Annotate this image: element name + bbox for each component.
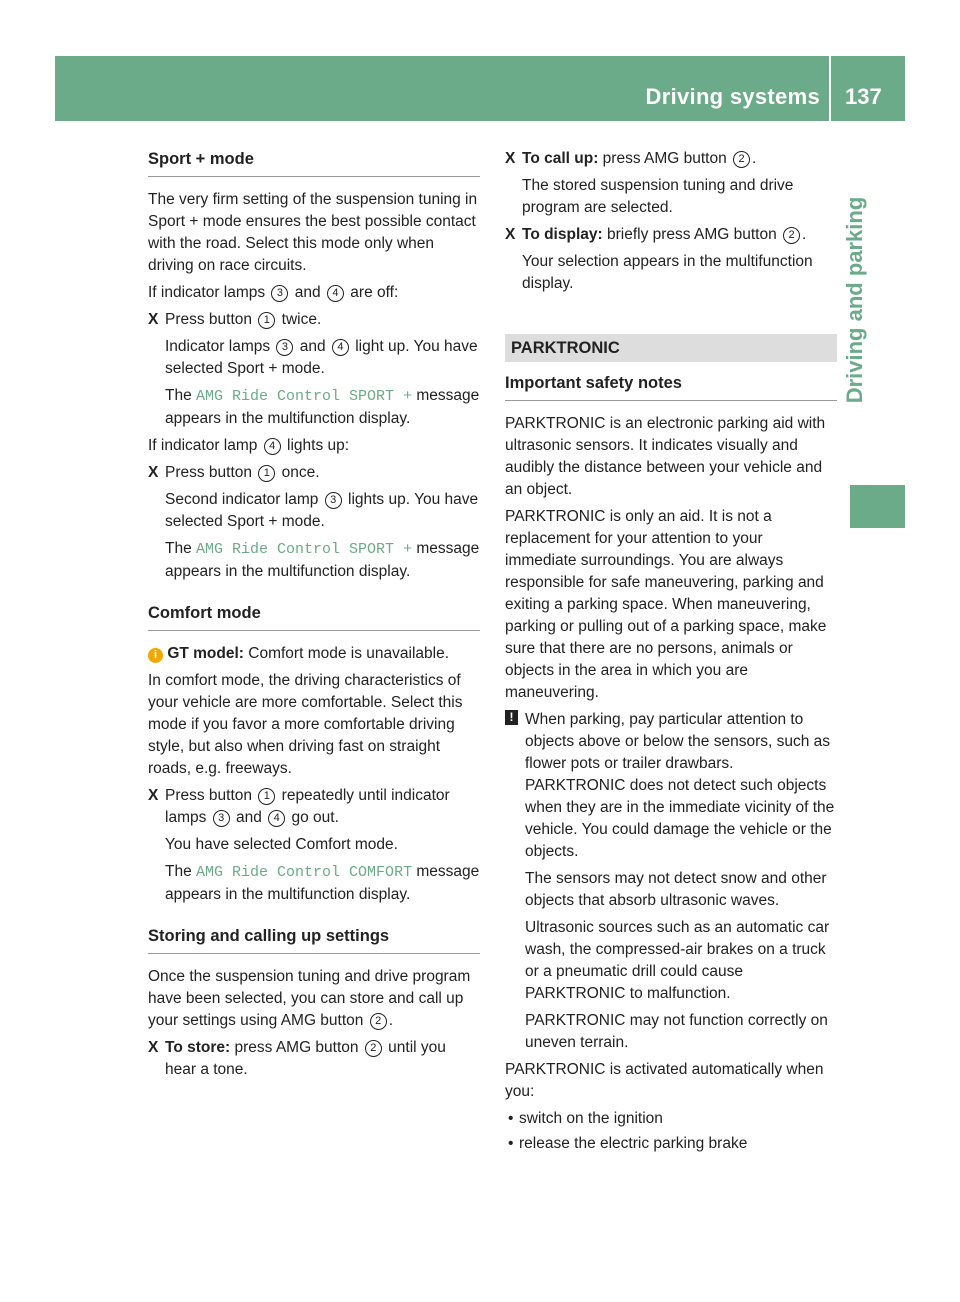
comfort-note: i GT model: Comfort mode is unavailable. xyxy=(148,643,480,665)
comfort-step: X Press button 1 repeatedly until indicator lamps 3 and 4 go out. xyxy=(148,787,450,826)
warning-note-2: The sensors may not detect snow and other objects that absorb ultrasonic waves. xyxy=(525,870,827,909)
step-arrow-icon: X xyxy=(148,464,159,481)
sport-condition-2: If indicator lamp 4 lights up: xyxy=(148,437,350,454)
heading-safety-notes: Important safety notes xyxy=(505,372,837,401)
callout-1-icon: 1 xyxy=(258,788,275,805)
heading-storing-settings: Storing and calling up settings xyxy=(148,925,480,954)
callout-2-icon: 2 xyxy=(365,1040,382,1057)
display-message: AMG Ride Control COMFORT xyxy=(196,864,413,881)
callout-3-icon: 3 xyxy=(213,810,230,827)
callout-1-icon: 1 xyxy=(258,465,275,482)
warning-note-4: PARKTRONIC may not function correctly on uneven terrain. xyxy=(525,1012,828,1051)
bullet-icon: • xyxy=(508,1135,514,1152)
sport-intro: The very firm setting of the suspension tuning in Sport + mode ensures the best possible contact with the road. Select this mode only when driving on race circuits. xyxy=(148,191,478,274)
sport-step-2-message: The AMG Ride Control SPORT + message appears in the multifunction display. xyxy=(165,540,480,580)
warning-note-3: Ultrasonic sources such as an automatic car wash, the compressed-air brakes on a truck or a pneumatic drill could cause PARKTRONIC to malfunction. xyxy=(525,919,830,1002)
bullet-icon: • xyxy=(508,1110,514,1127)
comfort-intro: In comfort mode, the driving characteristics of your vehicle are more comfortable. Select this mode if you favor a more comfortable driving style, but also when driving fast on straight roads, e.g. freeways. xyxy=(148,672,463,777)
callout-4-icon: 4 xyxy=(268,810,285,827)
display-step: X To display: briefly press AMG button 2 . xyxy=(505,224,837,246)
header-divider xyxy=(829,56,831,121)
callout-3-icon: 3 xyxy=(276,339,293,356)
comfort-step-message: The AMG Ride Control COMFORT message appears in the multifunction display. xyxy=(165,863,480,903)
comfort-step-result: You have selected Comfort mode. xyxy=(165,836,398,853)
sport-condition-1: If indicator lamps 3 and 4 are off: xyxy=(148,284,399,301)
left-column xyxy=(148,148,480,1086)
list-item: • switch on the ignition xyxy=(505,1108,837,1130)
parktronic-p1: PARKTRONIC is an electronic parking aid with ultrasonic sensors. It indicates visually and audibly the distance between your vehicle and an object. xyxy=(505,415,826,498)
side-tab-marker xyxy=(850,485,905,528)
sport-step-2: X Press button 1 once. xyxy=(148,462,480,484)
callup-result: The stored suspension tuning and drive program are selected. xyxy=(522,177,794,216)
callout-4-icon: 4 xyxy=(327,285,344,302)
callout-3-icon: 3 xyxy=(325,492,342,509)
callup-step: X To call up: press AMG button 2 . xyxy=(505,148,837,170)
storing-intro: Once the suspension tuning and drive program have been selected, you can store and call up your settings using AMG button 2 . xyxy=(148,968,471,1029)
display-message: AMG Ride Control SPORT + xyxy=(196,541,413,558)
callout-2-icon: 2 xyxy=(370,1013,387,1030)
heading-sport-mode: Sport + mode xyxy=(148,148,480,177)
step-arrow-icon: X xyxy=(505,226,516,243)
callout-2-icon: 2 xyxy=(783,227,800,244)
step-arrow-icon: X xyxy=(148,311,159,328)
step-arrow-icon: X xyxy=(148,787,159,804)
step-arrow-icon: X xyxy=(505,150,516,167)
callout-1-icon: 1 xyxy=(258,312,275,329)
display-message: AMG Ride Control SPORT + xyxy=(196,388,413,405)
page-number: 137 xyxy=(845,84,882,109)
callout-2-icon: 2 xyxy=(733,151,750,168)
heading-parktronic: PARKTRONIC xyxy=(505,334,837,362)
parktronic-auto: PARKTRONIC is activated automatically when you: xyxy=(505,1061,824,1100)
step-arrow-icon: X xyxy=(148,1039,159,1056)
display-result: Your selection appears in the multifunction display. xyxy=(522,253,813,292)
callout-4-icon: 4 xyxy=(332,339,349,356)
page-section-title: Driving systems xyxy=(645,84,820,109)
heading-comfort-mode: Comfort mode xyxy=(148,602,480,631)
parktronic-p2: PARKTRONIC is only an aid. It is not a replacement for your attention to your immediate surroundings. You are always responsible for safe maneuvering, parking and exiting a parking space. When maneuvering, parking or pulling out of a parking space, make sure that there are no persons, animals or objects in the area in which you are maneuvering. xyxy=(505,508,827,701)
side-tab-label: Driving and parking xyxy=(842,196,867,404)
sport-step-1: X Press button 1 twice. xyxy=(148,309,480,331)
sport-step-1-result: Indicator lamps 3 and 4 light up. You have selected Sport + mode. xyxy=(165,338,478,377)
store-step: X To store: press AMG button 2 until you hear a tone. xyxy=(148,1039,446,1078)
callout-4-icon: 4 xyxy=(264,438,281,455)
warning-note: ! When parking, pay particular attention to objects above or below the sensors, such as flower pots or trailer drawbars. PARKTRONIC does not detect such objects when they are in the immediate vicinity of the vehicle. You could damage the vehicle or the objects. xyxy=(505,709,837,863)
header-bar xyxy=(55,56,905,121)
sport-step-1-message: The AMG Ride Control SPORT + message appears in the multifunction display. xyxy=(165,387,480,427)
list-item: • release the electric parking brake xyxy=(505,1133,837,1155)
callout-3-icon: 3 xyxy=(271,285,288,302)
sport-step-2-result: Second indicator lamp 3 lights up. You have selected Sport + mode. xyxy=(165,491,479,530)
info-icon: i xyxy=(148,648,163,663)
right-column xyxy=(505,148,837,1158)
warning-icon: ! xyxy=(505,710,518,725)
